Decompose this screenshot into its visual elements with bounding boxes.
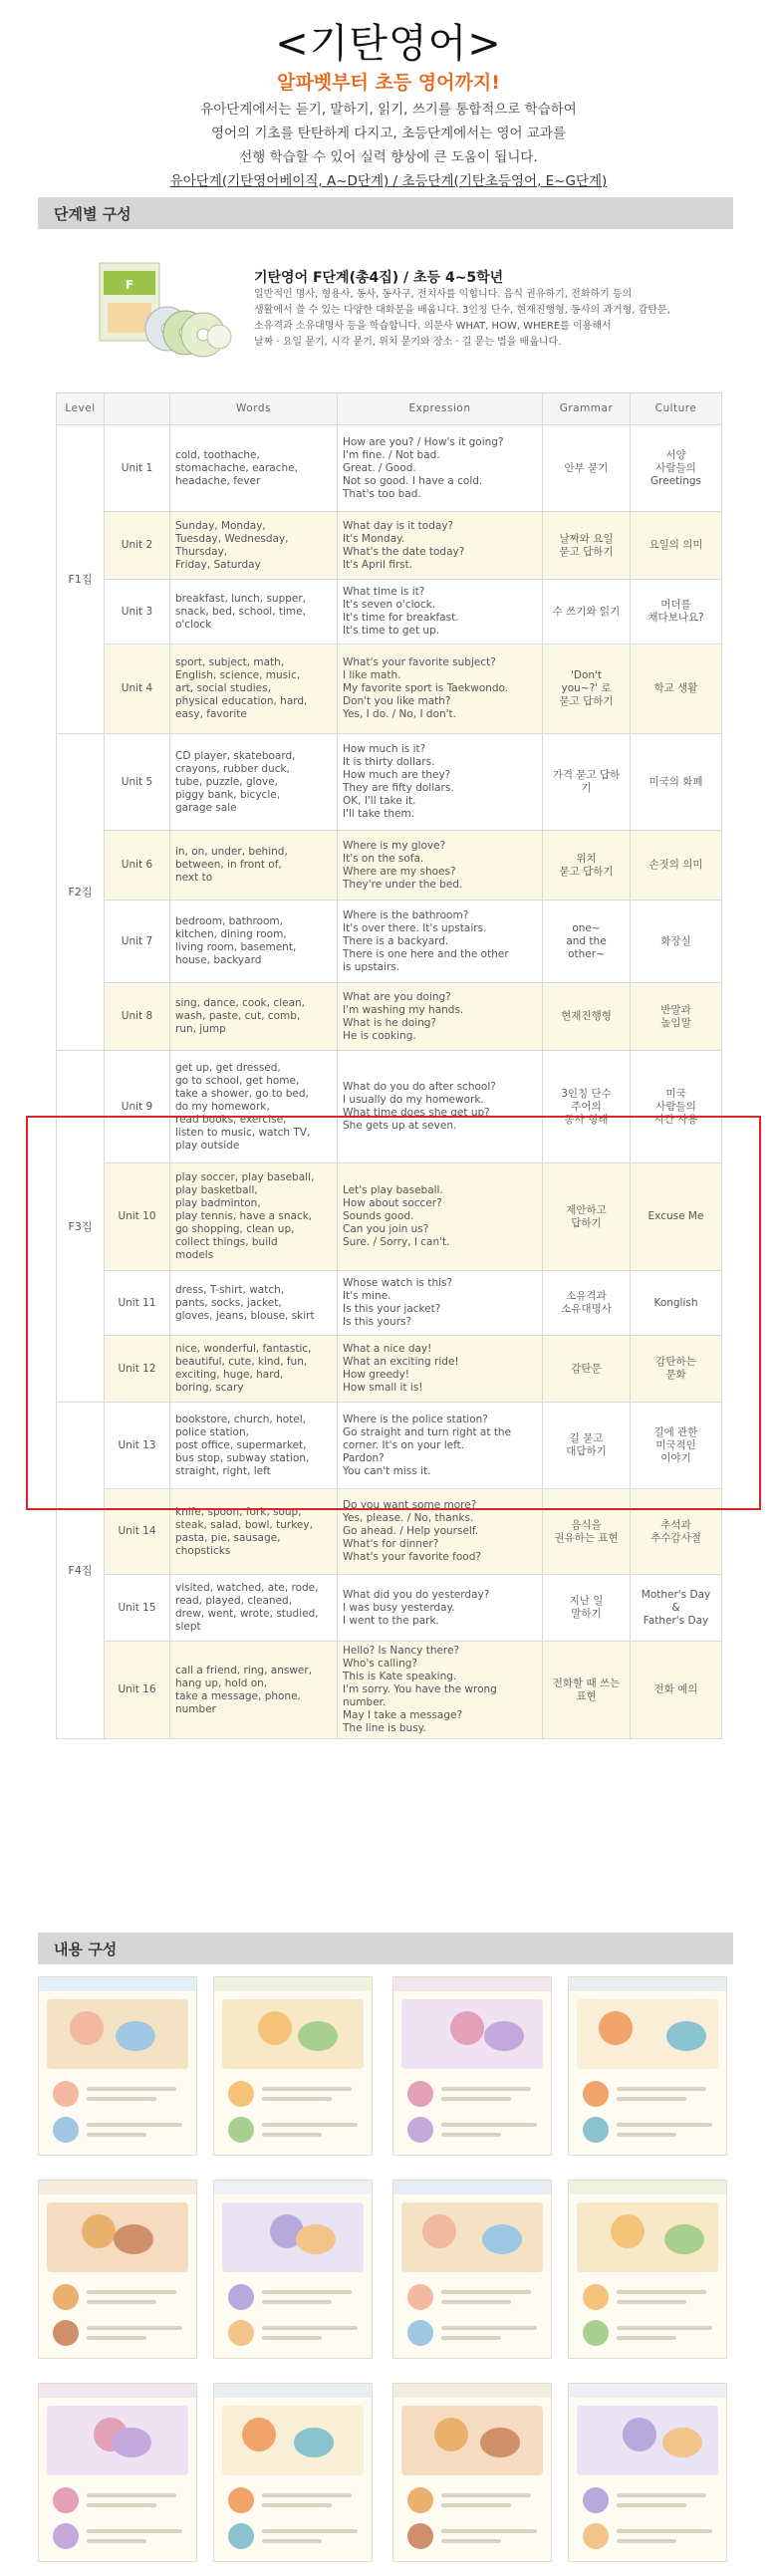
culture-cell: 서양 사람들의 Greetings: [631, 425, 722, 512]
book-description: [254, 287, 732, 351]
unit-cell: Unit 9: [105, 1051, 170, 1163]
table-row: [57, 983, 722, 1051]
culture-cell: 미국의 화폐: [631, 734, 722, 831]
expression-cell: Whose watch is this? It's mine. Is this your jacket? Is this yours?: [338, 1271, 543, 1336]
sample-page-thumbnail: [213, 2180, 373, 2359]
unit-cell: Unit 13: [105, 1403, 170, 1489]
sample-page-thumbnail: [392, 2180, 552, 2359]
unit-cell: Unit 8: [105, 983, 170, 1051]
culture-cell: 반말과 높임말: [631, 983, 722, 1051]
grammar-cell: 'Don't you~?' 로 묻고 답하기: [543, 644, 631, 734]
table-row: [57, 901, 722, 983]
grammar-cell: 소유격과 소유대명사: [543, 1271, 631, 1336]
grammar-cell: 위치 묻고 답하기: [543, 831, 631, 901]
unit-cell: Unit 6: [105, 831, 170, 901]
culture-cell: Konglish: [631, 1271, 722, 1336]
sample-page-thumbnail: [38, 1976, 197, 2156]
words-cell: bookstore, church, hotel, police station, post office, supermarket, bus stop, subway station, straight, right, left: [170, 1403, 338, 1489]
column-header-culture: Culture: [631, 393, 722, 425]
grammar-cell: 지난 일 말하기: [543, 1575, 631, 1642]
culture-cell: 손짓의 의미: [631, 831, 722, 901]
book-desc-line: 소유격과 소유대명사 등을 학습합니다. 의문사 WHAT, HOW, WHERE를 이용해서: [254, 321, 612, 332]
sample-page-thumbnail: [392, 2383, 552, 2562]
level-cell: F4집: [57, 1403, 105, 1739]
expression-cell: Where is the bathroom? It's over there. It's upstairs. There is a backyard. There is one here and the other is upstairs.: [338, 901, 543, 983]
grammar-cell: 수 쓰기와 읽기: [543, 580, 631, 644]
book-desc-line: 생활에서 쓸 수 있는 다양한 대화문을 배웁니다. 3인칭 단수, 현재진행형, 동사의 과거형, 감탄문,: [254, 305, 670, 316]
words-cell: nice, wonderful, fantastic, beautiful, cute, kind, fun, exciting, huge, hard, boring, scary: [170, 1336, 338, 1403]
book-desc-line: 날짜 · 요일 묻기, 시각 묻기, 위치 묻기와 장소 · 길 묻는 법을 배웁니다.: [254, 337, 562, 348]
table-header-row: [57, 393, 722, 425]
grammar-cell: 가격 묻고 답하 기: [543, 734, 631, 831]
culture-cell: 추석과 추수감사절: [631, 1489, 722, 1575]
table-row: [57, 644, 722, 734]
unit-cell: Unit 5: [105, 734, 170, 831]
grammar-cell: 감탄문: [543, 1336, 631, 1403]
sample-page-thumbnail: [213, 2383, 373, 2562]
table-row: [57, 734, 722, 831]
curriculum-table: [56, 392, 722, 1739]
table-row: [57, 512, 722, 580]
sample-page-thumbnail: [38, 2180, 197, 2359]
words-cell: in, on, under, behind, between, in front of, next to: [170, 831, 338, 901]
unit-cell: Unit 1: [105, 425, 170, 512]
words-cell: play soccer, play baseball, play basketball, play badminton, play tennis, have a snack, go shopping, clean up, collect things, build models: [170, 1163, 338, 1271]
words-cell: dress, T-shirt, watch, pants, socks, jacket, gloves, jeans, blouse, skirt: [170, 1271, 338, 1336]
table-row: [57, 1271, 722, 1336]
book-cover-image: [98, 261, 232, 361]
unit-cell: Unit 15: [105, 1575, 170, 1642]
expression-cell: What day is it today? It's Monday. What's the date today? It's April first.: [338, 512, 543, 580]
grammar-cell: 제안하고 답하기: [543, 1163, 631, 1271]
unit-cell: Unit 2: [105, 512, 170, 580]
sample-pages-right: [392, 1976, 733, 2564]
words-cell: breakfast, lunch, supper, snack, bed, school, time, o'clock: [170, 580, 338, 644]
expression-cell: Let's play baseball. How about soccer? Sounds good. Can you join us? Sure. / Sorry, I can't.: [338, 1163, 543, 1271]
intro-line: 유아단계에서는 듣기, 말하기, 읽기, 쓰기를 통합적으로 학습하여: [200, 102, 577, 118]
level-cell: F3집: [57, 1051, 105, 1403]
expression-cell: What do you do after school? I usually do my homework. What time does she get up? She gets up at seven.: [338, 1051, 543, 1163]
section-title: 내용 구성: [54, 1940, 118, 1958]
column-header-expression: Expression: [338, 393, 543, 425]
book-desc-line: 일반적인 명사, 형용사, 동사, 동사구, 전치사를 익힙니다. 음식 권유하기, 전화하기 등의: [254, 289, 633, 300]
sample-page-thumbnail: [568, 2383, 727, 2562]
unit-cell: Unit 11: [105, 1271, 170, 1336]
expression-cell: How much is it? It is thirty dollars. How much are they? They are fifty dollars. OK, I'll take it. I'll take them.: [338, 734, 543, 831]
page-subtitle: 알파벳부터 초등 영어까지!: [277, 72, 500, 94]
level-links[interactable]: 유아단계(기탄영어베이직, A~D단계) / 초등단계(기탄초등영어, E~G단계): [169, 173, 608, 189]
culture-cell: 미국 사람들의 시간 사용: [631, 1051, 722, 1163]
grammar-cell: one~ and the other~: [543, 901, 631, 983]
intro-line: 영어의 기초를 탄탄하게 다지고, 초등단계에서는 영어 교과를: [210, 126, 567, 141]
words-cell: cold, toothache, stomachache, earache, headache, fever: [170, 425, 338, 512]
words-cell: sing, dance, cook, clean, wash, paste, cut, comb, run, jump: [170, 983, 338, 1051]
column-header-words: Words: [170, 393, 338, 425]
culture-cell: Excuse Me: [631, 1163, 722, 1271]
table-row: [57, 1489, 722, 1575]
table-row: [57, 1051, 722, 1163]
culture-cell: Mother's Day & Father's Day: [631, 1575, 722, 1642]
unit-cell: Unit 3: [105, 580, 170, 644]
culture-cell: 요일의 의미: [631, 512, 722, 580]
expression-cell: What a nice day! What an exciting ride! How greedy! How small it is!: [338, 1336, 543, 1403]
expression-cell: What's your favorite subject? I like math. My favorite sport is Taekwondo. Don't you like math? Yes, I do. / No, I don't.: [338, 644, 543, 734]
sample-page-thumbnail: [392, 1976, 552, 2156]
culture-cell: 길에 관한 미국적인 이야기: [631, 1403, 722, 1489]
unit-cell: Unit 10: [105, 1163, 170, 1271]
expression-cell: Where is my glove? It's on the sofa. Where are my shoes? They're under the bed.: [338, 831, 543, 901]
level-cell: F2집: [57, 734, 105, 1051]
culture-cell: 머더를 채다보나요?: [631, 580, 722, 644]
expression-cell: Where is the police station? Go straight and turn right at the corner. It's on your left. Pardon? You can't miss it.: [338, 1403, 543, 1489]
column-header-grammar: Grammar: [543, 393, 631, 425]
table-row: [57, 1575, 722, 1642]
unit-cell: Unit 16: [105, 1642, 170, 1739]
expression-cell: Hello? Is Nancy there? Who's calling? This is Kate speaking. I'm sorry. You have the wrong number. May I take a message? The line is busy.: [338, 1642, 543, 1739]
grammar-cell: 음식을 권유하는 표현: [543, 1489, 631, 1575]
words-cell: knife, spoon, fork, soup, steak, salad, bowl, turkey, pasta, pie, sausage, chopsticks: [170, 1489, 338, 1575]
culture-cell: 화장실: [631, 901, 722, 983]
words-cell: sport, subject, math, English, science, music, art, social studies, physical education, hard, easy, favorite: [170, 644, 338, 734]
table-row: [57, 1642, 722, 1739]
culture-cell: 전화 예의: [631, 1642, 722, 1739]
table-row: [57, 1163, 722, 1271]
words-cell: get up, get dressed, go to school, get home, take a shower, go to bed, do my homework, read books, exercise, listen to music, watch TV, play outside: [170, 1051, 338, 1163]
grammar-cell: 3인칭 단수 주어의 동사 형태: [543, 1051, 631, 1163]
unit-cell: Unit 14: [105, 1489, 170, 1575]
column-header-level: Level: [57, 393, 105, 425]
section-bar-contents: [38, 1932, 733, 1964]
table-row: [57, 1336, 722, 1403]
expression-cell: How are you? / How's it going? I'm fine. / Not bad. Great. / Good. Not so good. I have a cold. That's too bad.: [338, 425, 543, 512]
grammar-cell: 현재진행형: [543, 983, 631, 1051]
sample-page-thumbnail: [568, 1976, 727, 2156]
level-cell: F1집: [57, 425, 105, 734]
table-row: [57, 1403, 722, 1489]
column-header-unit: [105, 393, 170, 425]
intro-line: 선행 학습할 수 있어 실력 향상에 큰 도움이 됩니다.: [239, 149, 538, 165]
unit-cell: Unit 7: [105, 901, 170, 983]
words-cell: CD player, skateboard, crayons, rubber duck, tube, puzzle, glove, piggy bank, bicycle, garage sale: [170, 734, 338, 831]
expression-cell: Do you want some more? Yes, please. / No, thanks. Go ahead. / Help yourself. What's for dinner? What's your favorite food?: [338, 1489, 543, 1575]
culture-cell: 감탄하는 문화: [631, 1336, 722, 1403]
words-cell: call a friend, ring, answer, hang up, hold on, take a message, phone, number: [170, 1642, 338, 1739]
table-row: [57, 425, 722, 512]
table-row: [57, 831, 722, 901]
section-bar-levels: [38, 197, 733, 229]
culture-cell: 학교 생활: [631, 644, 722, 734]
expression-cell: What did you do yesterday? I was busy yesterday. I went to the park.: [338, 1575, 543, 1642]
sample-page-thumbnail: [568, 2180, 727, 2359]
table-row: [57, 580, 722, 644]
sample-page-thumbnail: [38, 2383, 197, 2562]
grammar-cell: 안부 묻기: [543, 425, 631, 512]
grammar-cell: 전화할 때 쓰는 표현: [543, 1642, 631, 1739]
grammar-cell: 날짜와 요일 묻고 답하기: [543, 512, 631, 580]
book-title: 기탄영어 F단계(총4집) / 초등 4~5학년: [254, 270, 504, 286]
grammar-cell: 길 묻고 대답하기: [543, 1403, 631, 1489]
sample-page-thumbnail: [213, 1976, 373, 2156]
words-cell: visited, watched, ate, rode, read, played, cleaned, drew, went, wrote, studied, slept: [170, 1575, 338, 1642]
words-cell: Sunday, Monday, Tuesday, Wednesday, Thursday, Friday, Saturday: [170, 512, 338, 580]
page-title: <기탄영어>: [275, 21, 502, 67]
svg-text:F: F: [125, 278, 134, 292]
sample-pages-left: [38, 1976, 379, 2564]
expression-cell: What are you doing? I'm washing my hands. What is he doing? He is cooking.: [338, 983, 543, 1051]
words-cell: bedroom, bathroom, kitchen, dining room, living room, basement, house, backyard: [170, 901, 338, 983]
intro-text: [0, 98, 777, 193]
unit-cell: Unit 4: [105, 644, 170, 734]
section-title: 단계별 구성: [54, 205, 131, 223]
expression-cell: What time is it? It's seven o'clock. It's time for breakfast. It's time to get up.: [338, 580, 543, 644]
unit-cell: Unit 12: [105, 1336, 170, 1403]
